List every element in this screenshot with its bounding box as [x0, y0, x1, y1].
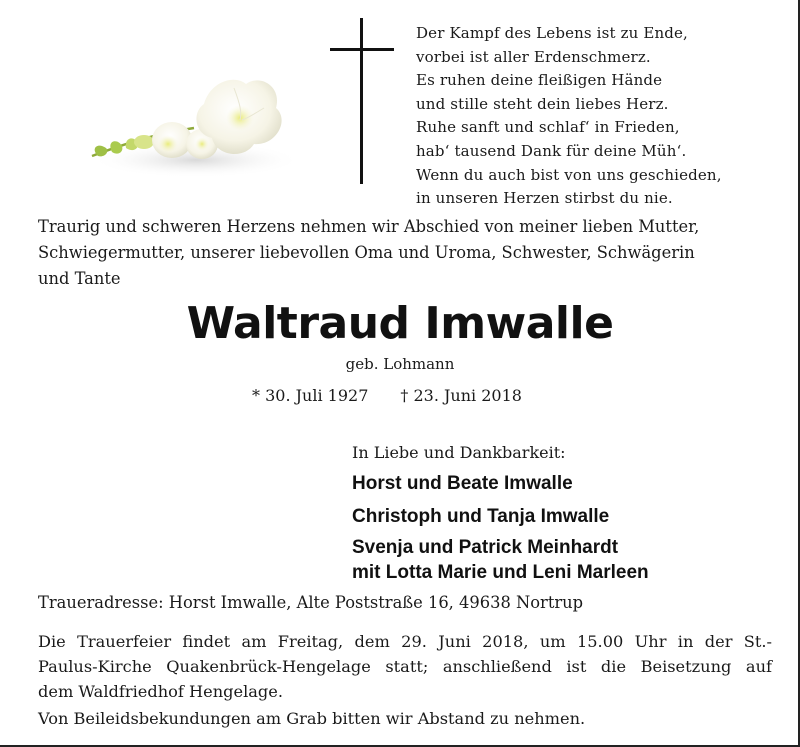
service-line: Die Trauerfeier findet am Freitag, dem 29. Juni 2018, um 15.00 Uhr in der St.- [38, 632, 772, 651]
poem [416, 22, 786, 211]
poem-line: vorbei ist aller Erdenschmerz. [416, 47, 651, 66]
freesia-flower-image [84, 64, 306, 182]
poem-line: und stille steht dein liebes Herz. [416, 94, 669, 113]
poem-line: Ruhe sanft und schlaf‘ in Frieden, [416, 118, 680, 137]
maiden-name: geb. Lohmann [345, 355, 455, 373]
family-name: Horst und Beate Imwalle [352, 473, 573, 494]
life-dates [252, 386, 522, 405]
poem-line: Der Kampf des Lebens ist zu Ende, [416, 24, 688, 42]
poem-line: in unseren Herzen stirbst du nie. [416, 189, 673, 208]
death-date: † 23. Juni 2018 [400, 386, 522, 405]
family-name: Christoph und Tanja Imwalle [352, 506, 610, 527]
mourning-address: Traueradresse: Horst Imwalle, Alte Poststraße 16, 49638 Nortrup [38, 593, 584, 612]
service-paragraph [38, 629, 772, 704]
service-line: dem Waldfriedhof Hengelage. [38, 682, 283, 701]
mourners-lead: In Liebe und Dankbarkeit: [352, 443, 566, 462]
poem-line: hab‘ tausend Dank für deine Müh‘. [416, 141, 687, 160]
deceased-name: Waltraud Imwalle [186, 298, 614, 349]
poem-line: Es ruhen deine fleißigen Hände [416, 71, 663, 90]
service-line: Paulus-Kirche Quakenbrück-Hengelage statt; anschließend ist die Beisetzung auf [38, 657, 772, 676]
family-name: Svenja und Patrick Meinhardt [352, 537, 619, 558]
intro-line: und Tante [38, 269, 121, 288]
intro-line: Traurig und schweren Herzens nehmen wir Abschied von meiner lieben Mutter, [38, 217, 700, 236]
family-name: mit Lotta Marie und Leni Marleen [352, 562, 649, 583]
mourners-block [352, 440, 782, 585]
condolence-note: Von Beileidsbekundungen am Grab bitten wir Abstand zu nehmen. [38, 709, 586, 728]
cross-icon [330, 18, 394, 184]
intro-line: Schwiegermutter, unserer liebevollen Oma und Uroma, Schwester, Schwägerin [38, 243, 695, 262]
birth-date: * 30. Juli 1927 [252, 386, 369, 405]
intro-paragraph [38, 214, 788, 292]
poem-line: Wenn du auch bist von uns geschieden, [416, 165, 722, 184]
